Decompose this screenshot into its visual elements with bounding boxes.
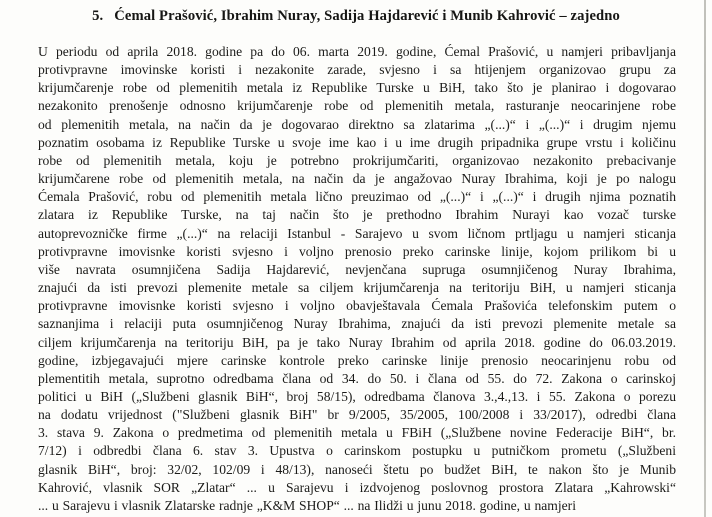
text-line: godine, izbjegavajući mjere carinske kontrole preko carinske linije prenosio neocarinjenu robu od	[38, 352, 676, 368]
body-paragraph	[38, 43, 676, 515]
text-line: Kahrović, vlasnik SOR „Zlatar“ ... u Sarajevu i izdvojenog poslovnog prostora Zlatara „Kahrowski“	[38, 479, 676, 495]
text-line: autoprevozničke firme „(...)“ na relaciji Istanbul - Sarajevo u svom ličnom prtljagu u namjeri sticanja	[38, 225, 676, 241]
text-line: Ćemala Prašović, robu od plemenitih metala lično preuzimao od „(...)“ i „(...)“ i drugih njima poznatih	[38, 189, 676, 205]
text-line: nezakonito prenošenje odnosno krijumčarenje robe od plemenitih metala, rasturanje neocarinjene robe	[38, 98, 676, 114]
text-line: znajući da isti prevozi plemenite metale sa ciljem krijumčarenja na teritoriju BiH, u namjeri sticanja	[38, 280, 676, 296]
text-line: robe od plemenitih metala, koju je potrebno prokrijumčariti, organizovao nezakonito prebacivanje	[38, 152, 676, 168]
text-line: 3. stava 9. Zakona o predmetima od plemenitih metala u FBiH („Službene novine Federacije BiH“, br.	[38, 425, 676, 441]
text-line: na dodatu vrijednost ("Službeni glasnik BiH" br 9/2005, 35/2005, 100/2008 i 33/2017), odredbi člana	[38, 407, 676, 423]
section-title: Ćemal Prašović, Ibrahim Nuray, Sadija Hajdarević i Munib Kahrović – zajedno	[114, 8, 620, 24]
scan-edge-band	[700, 0, 712, 517]
text-line: ciljem krijumčarenja na teritoriju BiH, pa je tako Nuray Ibrahim od aprila 2018. godine do 06.03.2019.	[38, 334, 676, 350]
text-line: saznanjima i relaciji puta osumnjičenog Nuray Ibrahima, znajući da isti prevozi plemenite metale sa	[38, 316, 676, 332]
text-line: krijumčarene robe od plemenitih metala, na način da je angažovao Nuray Ibrahima, koji je po nalogu	[38, 171, 676, 187]
scan-edge-line	[704, 0, 706, 517]
text-line: plementitih metala, suprotno odredbama člana od 34. do 50. i člana od 55. do 72. Zakona o carinskoj	[38, 370, 676, 386]
text-line: od plemenitih metala, na način da je dogovarao direktno sa zlatarima „(...)“ i „(...)“ i drugim njemu	[38, 116, 676, 132]
text-line: više navrata osumnjičena Sadija Hajdarević, nevjenčana supruga osumnjičenog Nuray Ibrahima,	[38, 261, 676, 277]
text-line: glasnik BiH“, broj: 32/02, 102/09 i 48/13), nanoseći štetu po budžet BiH, te nakon što je Munib	[38, 461, 676, 477]
text-line: poznatim osobama iz Republike Turske u svoje ime kao i u ime drugih pripadnika grupe vrstu i količinu	[38, 134, 676, 150]
text-line: U periodu od aprila 2018. godine pa do 06. marta 2019. godine, Ćemal Prašović, u namjeri pribavljanja	[38, 44, 676, 59]
section-number: 5.	[92, 8, 104, 24]
text-line: protivpravne imovisnke koristi svjesno i voljno obavještavala Ćemala Prašovića telefonskim putem o	[38, 298, 676, 314]
text-line: protivpravne imovinske koristi i nezakonite zarade, svjesno i sa htijenjem organizovao grupu za	[38, 62, 676, 78]
text-line: politici u BiH („Službeni glasnik BiH“, broj 58/15), odredbama članova 3.,4.,13. i 55. Zakona o porezu	[38, 388, 676, 404]
text-line: 7/12) i odbredbi člana 6. stav 3. Upustva o carinskom postupku u putničkom prometu („Službeni	[38, 443, 676, 459]
text-line: protivpravne imovisnke koristi svjesno i voljno prenosio preko carinske linije, kojom prilikom bi u	[38, 243, 676, 259]
text-line: krijumčarenje robe od plemenitih metala iz Republike Turske u BiH, tako što je planirao i dogovarao	[38, 80, 676, 96]
text-line: zlatara iz Republike Turske, na taj način što je prethodno Ibrahim Nurayi kao vozač turske	[38, 207, 676, 223]
section-heading	[0, 0, 712, 26]
text-line: ... u Sarajevu i vlasnik Zlatarske radnje „K&M SHOP“ ... na Ilidži u junu 2018. godine, u namjeri	[38, 497, 576, 513]
